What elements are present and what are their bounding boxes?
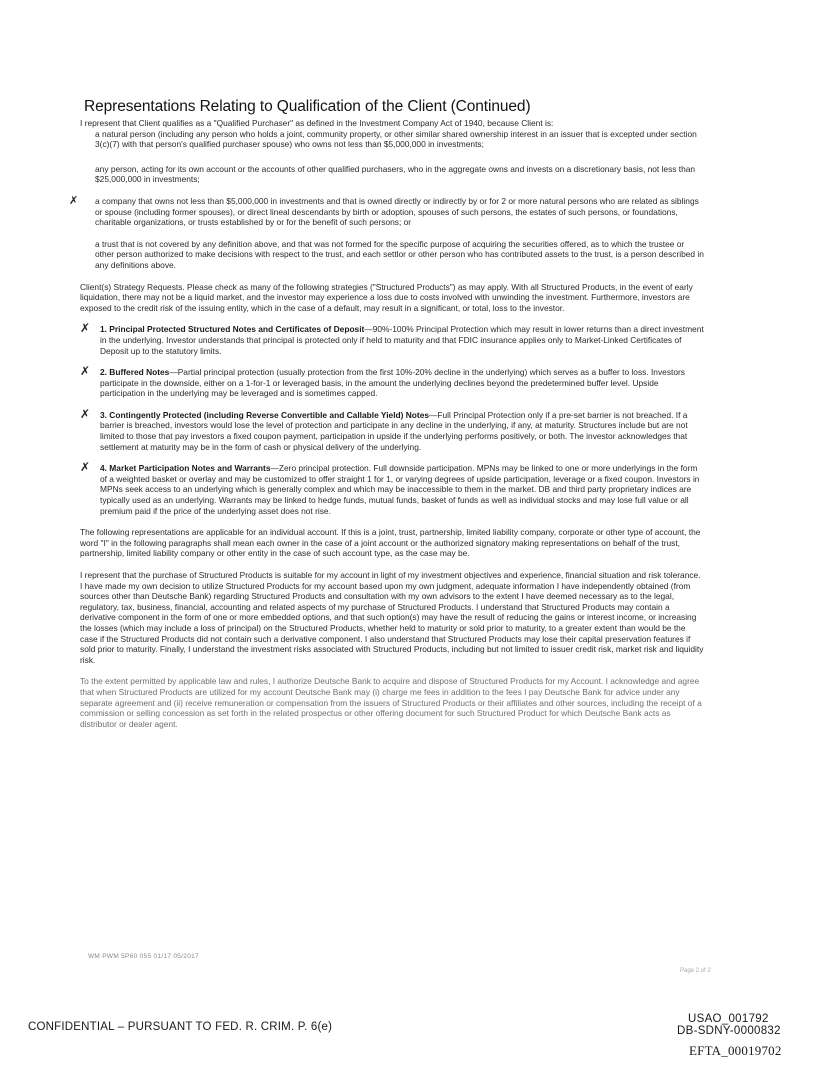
check-mark-icon: ✗ bbox=[80, 321, 91, 336]
check-mark-icon: ✗ bbox=[80, 460, 91, 475]
strategy-item-buffered bbox=[80, 364, 705, 399]
qp-item-company-wrapper bbox=[69, 194, 705, 228]
check-mark-icon: ✗ bbox=[80, 406, 91, 421]
section-heading: Representations Relating to Qualification of the Client (Continued) bbox=[84, 98, 531, 115]
check-mark-icon: ✗ bbox=[80, 364, 91, 379]
qualified-purchaser-intro: I represent that Client qualifies as a "Qualified Purchaser" as defined in the Investment Company Act of 1940, because Client is: bbox=[80, 118, 554, 128]
strategy-title: 1. Principal Protected Structured Notes and Certificates of Deposit bbox=[100, 324, 365, 335]
paragraph-individual-account: The following representations are applicable for an individual account. If this is a joint, trust, partnership, limited liability company, corporate or other type of account, the word "I" in the following paragraphs shall mean each owner in the case of a joint account or the authorized signatory making representations on behalf of the trust, partnership, limited liability company or other entity in the case of such account type, as the case may be. bbox=[80, 527, 701, 559]
paragraph-suitability: I represent that the purchase of Structured Products is suitable for my account in light of my investment objectives and experience, financial situation and risk tolerance. I have made my own decision to utilize Structured Products for my account based upon my own judgment, adequate information I have independently obtained (from sources other than Deutsche Bank) regarding Structured Products and consultation with my own advisors to the extent I have deemed necessary as to the legal, regulatory, tax, business, financial, accounting and related aspects of my purchase of Structured Products. I understand that Structured Products may contain a derivative component in the form of one or more embedded options, and that such option(s) may have the result of reducing the gains or interest income, or increasing the losses (which may include a loss of principal) on the Structured Products, whether held to maturity or sold prior to maturity, to a greater extent than would be the case if the Structured Products did not contain such a derivative component. I also understand that Structured Products may lose their capital preservation features if sold prior to maturity. Finally, I understand the investment risks associated with Structured Products, including but not limited to issuer credit risk, market risk and liquidity risk. bbox=[80, 570, 704, 665]
scanned-form bbox=[69, 98, 705, 729]
strategy-body: —Partial principal protection (usually protection from the first 10%-20% decline in the underlying) which serves as a buffer to loss. Investors participate in the downside, either on a 1-for-1 or leveraged basis, in the amount the underlying declines beyond the predetermined buffer level. Upside participation in the underlying may be leveraged and is sometimes capped. bbox=[100, 367, 685, 399]
qp-item-company: a company that owns not less than $5,000,000 in investments and that is owned directly or indirectly by or for 2 or more natural persons who are related as siblings or spouse (including former spouses), or direct lineal descendants by birth or adoption, spouses of such persons, the estates of such persons, or foundations, charitable organizations, or trusts established by or for the benefit of such persons; or bbox=[95, 195, 699, 228]
qp-item-any-person: any person, acting for its own account or the accounts of other qualified purchasers, who in the aggregate owns and invests on a discretionary basis, not less than $25,000,000 in investments; bbox=[95, 163, 696, 185]
bates-efta: EFTA_00019702 bbox=[689, 1043, 782, 1058]
strategy-title: 4. Market Participation Notes and Warrants bbox=[100, 463, 271, 474]
strategy-body: —Full Principal Protection only if a pre-set barrier is not breached. If a barrier is breached, investors would lose the level of protection and participate in any decline in the underlying, if any, at maturity. Structures include but are not limited to those that pay investors a fixed coupon payment, participation in upside if the underlying performs positively, or both. The investor acknowledges that settlement at maturity may be in the form of cash or physical delivery of the underlying. bbox=[100, 409, 688, 452]
paragraph-authorization: To the extent permitted by applicable law and rules, I authorize Deutsche Bank to acquire and dispose of Structured Products for my Account. I acknowledge and agree that when Structured Products are utilized for my account Deutsche Bank may (i) charge me fees in addition to the fees I pay Deutsche Bank for advice under any separate agreement and (ii) receive remuneration or compensation from the issuers of Structured Products or their affiliates and other sources, including the receipt of a commission or selling concession as set forth in the related prospectus or other offering document for such Structured Product for which Deutsche Bank acts as distributor or dealer agent. bbox=[80, 676, 702, 729]
strategy-item-market-participation bbox=[80, 460, 705, 516]
qp-item-natural-person: a natural person (including any person who holds a joint, community property, or other similar shared ownership interest in an issuer that is excepted under section 3(c)(7) with that person's qualified purchaser spouse) who owns not less than $5,000,000 in investments; bbox=[95, 128, 697, 150]
qp-item-trust: a trust that is not covered by any definition above, and that was not formed for the specific purpose of acquiring the securities offered, as to which the trustee or other person authorized to make decisions with respect to the trust, and each settlor or other person who has contributed assets to the trust, is a person described in any definitions above. bbox=[95, 238, 704, 270]
strategy-requests-intro: Client(s) Strategy Requests. Please check as many of the following strategies ("Structured Products") as may apply. With all Structured Products, in the event of early liquidation, there may not be a liquid market, and the investor may experience a loss due to costs involved with unwinding the investment. Furthermore, investors are exposed to the credit risk of the issuing entity, which in the case of a default, may result in a significant, or total, loss to the investor. bbox=[80, 281, 693, 313]
strategy-item-contingently-protected bbox=[80, 406, 705, 452]
strategy-title: 3. Contingently Protected (including Reverse Convertible and Callable Yield) Notes bbox=[100, 409, 430, 420]
strategy-body: —Zero principal protection. Full downside participation. MPNs may be linked to one or more underlyings in the form of a weighted basket or overlay and may be customized to offer straight 1 for 1, or varying degrees of upside participation, leverage or a fixed coupon. Investors in MPNs seek access to an underlying which is generally complex and which may be inaccessible to them in the market. DB and third party proprietary indices are typically used as an underlying. Warrants may be linked to hedge funds, mutual funds, basket of funds as well as individual stocks and may lose full value or all premium paid if the price of the underlying asset does not rise. bbox=[100, 463, 700, 516]
form-code: WM PWM 5P60 055 01/17 05/2017 bbox=[88, 953, 199, 960]
confidential-notice: CONFIDENTIAL – PURSUANT TO FED. R. CRIM. P. 6(e) bbox=[28, 1021, 333, 1033]
bates-usao: USAO_001792 bbox=[688, 1013, 769, 1025]
strategy-body: —90%-100% Principal Protection which may result in lower returns than a direct investment in the underlying. Investor understands that principal is protected only if held to maturity and that FDIC insurance applies only to Market-Linked Certificates of Deposit up to the statutory limits. bbox=[100, 324, 704, 356]
check-mark-icon: ✗ bbox=[69, 194, 79, 207]
strategy-item-principal-protected bbox=[80, 321, 705, 356]
page-number: Page 2 of 2 bbox=[680, 968, 711, 974]
strategy-title: 2. Buffered Notes bbox=[100, 367, 170, 378]
bates-db: DB-SDNY-0000832 bbox=[677, 1025, 781, 1037]
